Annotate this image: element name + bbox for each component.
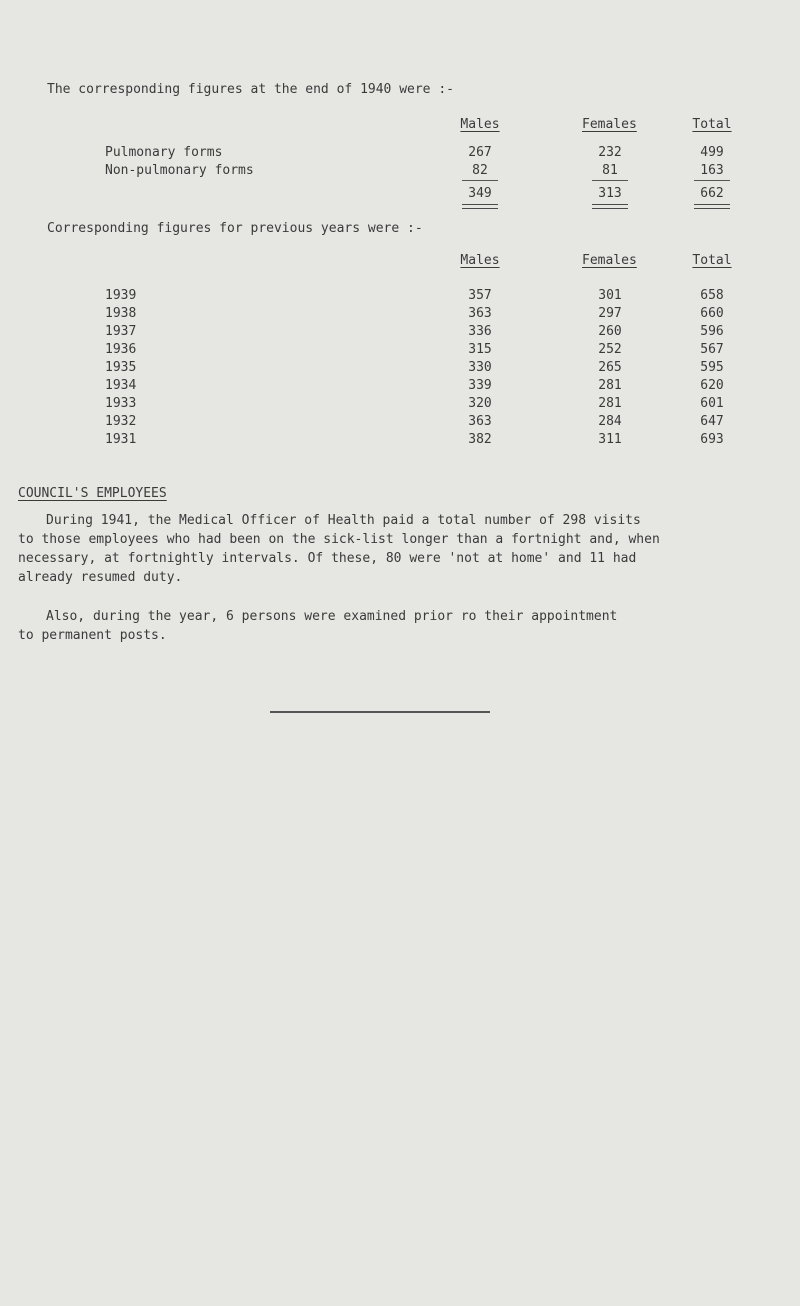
closing-rule	[270, 711, 490, 713]
paragraph-line: to those employees who had been on the sick-list longer than a fortnight and, when	[18, 532, 660, 547]
grand-total-double-rule	[694, 204, 730, 209]
table-previous-cell: 339	[468, 378, 492, 393]
table-previous-cell: 363	[468, 306, 492, 321]
grand-total-double-rule	[462, 204, 498, 209]
table-previous-header-females: Females	[582, 253, 637, 268]
table-1940-header-females: Females	[582, 117, 637, 132]
table-previous-cell: 265	[598, 360, 622, 375]
table-previous-cell: 252	[598, 342, 622, 357]
table-previous-cell: 693	[700, 432, 724, 447]
table-previous-cell: 297	[598, 306, 622, 321]
table-previous-cell: 620	[700, 378, 724, 393]
table-previous-cell: 284	[598, 414, 622, 429]
table-previous-year: 1933	[105, 396, 137, 411]
table-1940-cell: 81	[602, 163, 618, 178]
table-previous-cell: 301	[598, 288, 622, 303]
table-1940-cell: 163	[700, 163, 724, 178]
table-previous-cell: 382	[468, 432, 492, 447]
table-previous-cell: 311	[598, 432, 622, 447]
subtotal-rule	[462, 180, 498, 181]
table-previous-cell: 336	[468, 324, 492, 339]
table-previous-year: 1938	[105, 306, 137, 321]
table-1940-cell: 267	[468, 145, 492, 160]
table-previous-cell: 660	[700, 306, 724, 321]
table-previous-cell: 595	[700, 360, 724, 375]
table-previous-cell: 281	[598, 378, 622, 393]
table-previous-header-males: Males	[460, 253, 500, 268]
table-1940-cell: 499	[700, 145, 724, 160]
table-previous-cell: 363	[468, 414, 492, 429]
subtotal-rule	[592, 180, 628, 181]
paragraph-line: to permanent posts.	[18, 628, 167, 643]
table-1940-header-total: Total	[692, 117, 732, 132]
table-1940-row-label: Pulmonary forms	[105, 145, 223, 160]
paragraph-line: already resumed duty.	[18, 570, 183, 585]
table-previous-cell: 601	[700, 396, 724, 411]
table-previous-year: 1936	[105, 342, 137, 357]
table-previous-cell: 567	[700, 342, 724, 357]
table-previous-year: 1935	[105, 360, 137, 375]
table-1940-cell: 232	[598, 145, 622, 160]
table-previous-cell: 281	[598, 396, 622, 411]
table-previous-year: 1937	[105, 324, 137, 339]
table-previous-year: 1939	[105, 288, 137, 303]
table-1940-cell: 82	[472, 163, 488, 178]
table-1940-total-total: 662	[700, 186, 724, 201]
table-1940-total-males: 349	[468, 186, 492, 201]
table-previous-year: 1934	[105, 378, 137, 393]
paragraph-line: Also, during the year, 6 persons were examined prior ro their appointment	[46, 609, 618, 624]
table-previous-cell: 647	[700, 414, 724, 429]
table-1940-total-females: 313	[598, 186, 622, 201]
table-previous-cell: 315	[468, 342, 492, 357]
grand-total-double-rule	[592, 204, 628, 209]
table-previous-year: 1932	[105, 414, 137, 429]
table-previous-cell: 330	[468, 360, 492, 375]
intro-previous-text: Corresponding figures for previous years were :-	[47, 221, 423, 236]
paragraph-line: During 1941, the Medical Officer of Health paid a total number of 298 visits	[46, 513, 641, 528]
table-previous-cell: 357	[468, 288, 492, 303]
table-previous-cell: 320	[468, 396, 492, 411]
paragraph-line: necessary, at fortnightly intervals. Of these, 80 were 'not at home' and 11 had	[18, 551, 637, 566]
table-previous-header-total: Total	[692, 253, 732, 268]
table-1940-header-males: Males	[460, 117, 500, 132]
table-previous-cell: 260	[598, 324, 622, 339]
table-previous-cell: 658	[700, 288, 724, 303]
table-1940-row-label: Non-pulmonary forms	[105, 163, 254, 178]
table-previous-cell: 596	[700, 324, 724, 339]
section-heading: COUNCIL'S EMPLOYEES	[18, 486, 167, 501]
subtotal-rule	[694, 180, 730, 181]
intro-1940-text: The corresponding figures at the end of 1940 were :-	[47, 82, 454, 97]
table-previous-year: 1931	[105, 432, 137, 447]
